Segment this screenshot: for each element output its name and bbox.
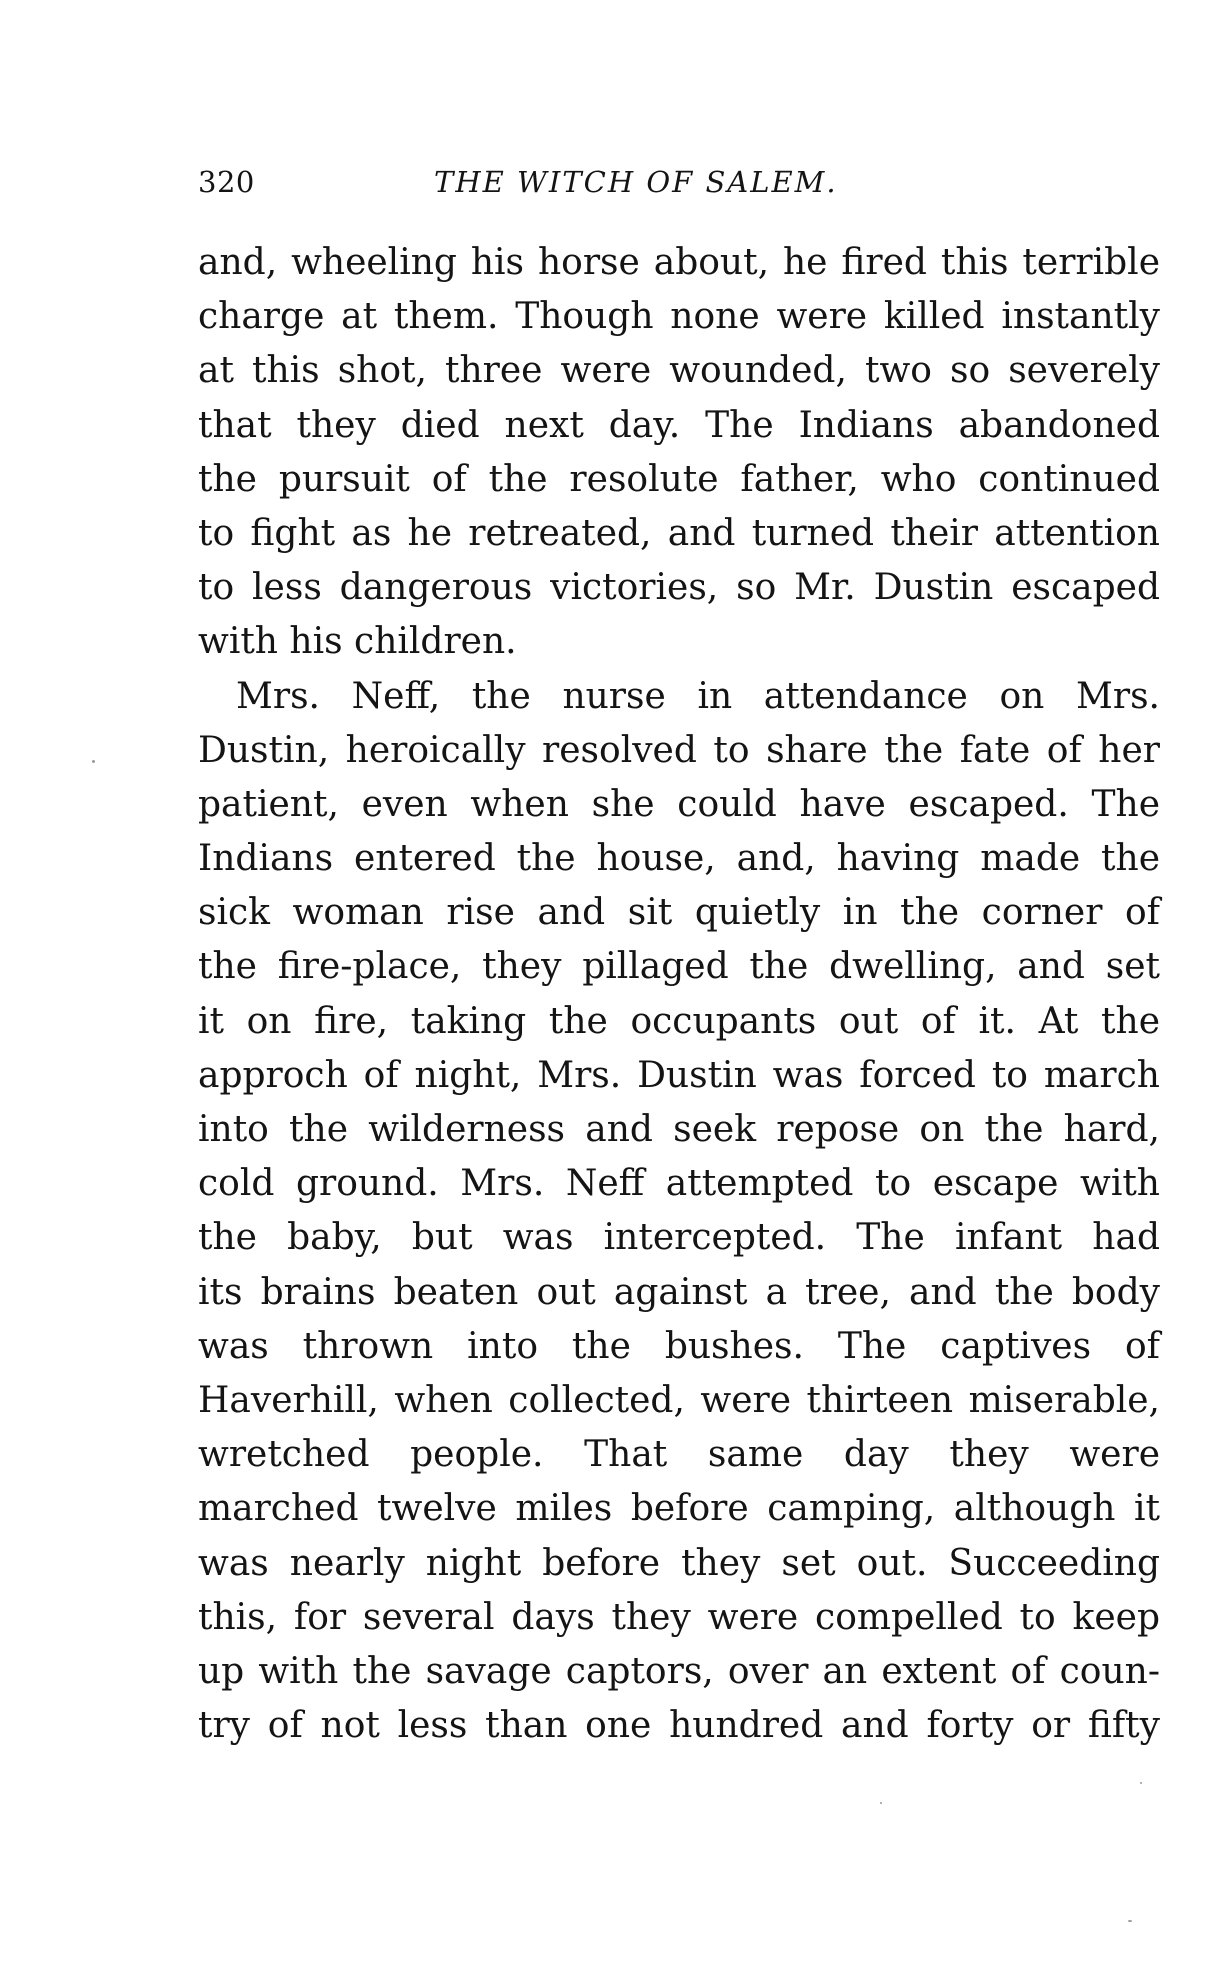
paper-speck: [92, 760, 95, 763]
text-line: into the wilderness and seek repose on the hard,: [198, 1109, 1160, 1150]
text-line: up with the savage captors, over an extent of coun-: [198, 1650, 1160, 1692]
paragraph-end-line: with his children.: [198, 621, 517, 663]
paper-speck: [1140, 1782, 1142, 1784]
paper-speck: [880, 1802, 882, 1804]
text-line: was thrown into the bushes. The captives of: [198, 1325, 1160, 1367]
running-title: THE WITCH OF SALEM.: [434, 165, 838, 199]
text-line: was nearly night before they set out. Succeeding: [198, 1542, 1160, 1584]
text-line: the baby, but was intercepted. The infant had: [198, 1217, 1160, 1259]
text-line: at this shot, three were wounded, two so severely: [198, 350, 1160, 392]
text-line: Indians entered the house, and, having made the: [198, 838, 1160, 880]
text-line: Dustin, heroically resolved to share the fate of her: [198, 729, 1160, 771]
body-text: [198, 236, 1160, 1753]
text-line: and, wheeling his horse about, he fired this terrible: [198, 242, 1160, 283]
text-line: that they died next day. The Indians abandoned: [198, 404, 1160, 446]
text-line: sick woman rise and sit quietly in the corner of: [198, 892, 1160, 934]
text-line: cold ground. Mrs. Neff attempted to escape with: [198, 1163, 1160, 1205]
text-line: this, for several days they were compelled to keep: [198, 1596, 1160, 1638]
text-line: approch of night, Mrs. Dustin was forced to march: [198, 1054, 1160, 1096]
page-number: 320: [198, 165, 255, 199]
text-line: charge at them. Though none were killed instantly: [198, 296, 1160, 338]
text-line: to fight as he retreated, and turned their attention: [198, 512, 1160, 554]
paper-speck: [1128, 1920, 1132, 1922]
paragraph-start-line: Mrs. Neff, the nurse in attendance on Mrs.: [236, 675, 1160, 717]
text-line: the pursuit of the resolute father, who continued: [198, 458, 1160, 500]
text-line: to less dangerous victories, so Mr. Dustin escaped: [198, 567, 1160, 609]
text-line: patient, even when she could have escaped. The: [198, 783, 1160, 825]
text-line: its brains beaten out against a tree, and the body: [198, 1271, 1160, 1313]
text-line: it on fire, taking the occupants out of it. At the: [198, 1000, 1160, 1042]
text-line: marched twelve miles before camping, although it: [198, 1488, 1160, 1530]
text-line: the fire-place, they pillaged the dwelling, and set: [198, 946, 1160, 988]
text-line: Haverhill, when collected, were thirteen miserable,: [198, 1379, 1160, 1421]
running-head: [198, 160, 1158, 204]
text-line: wretched people. That same day they were: [198, 1434, 1160, 1476]
text-line: try of not less than one hundred and forty or fifty: [198, 1705, 1160, 1747]
